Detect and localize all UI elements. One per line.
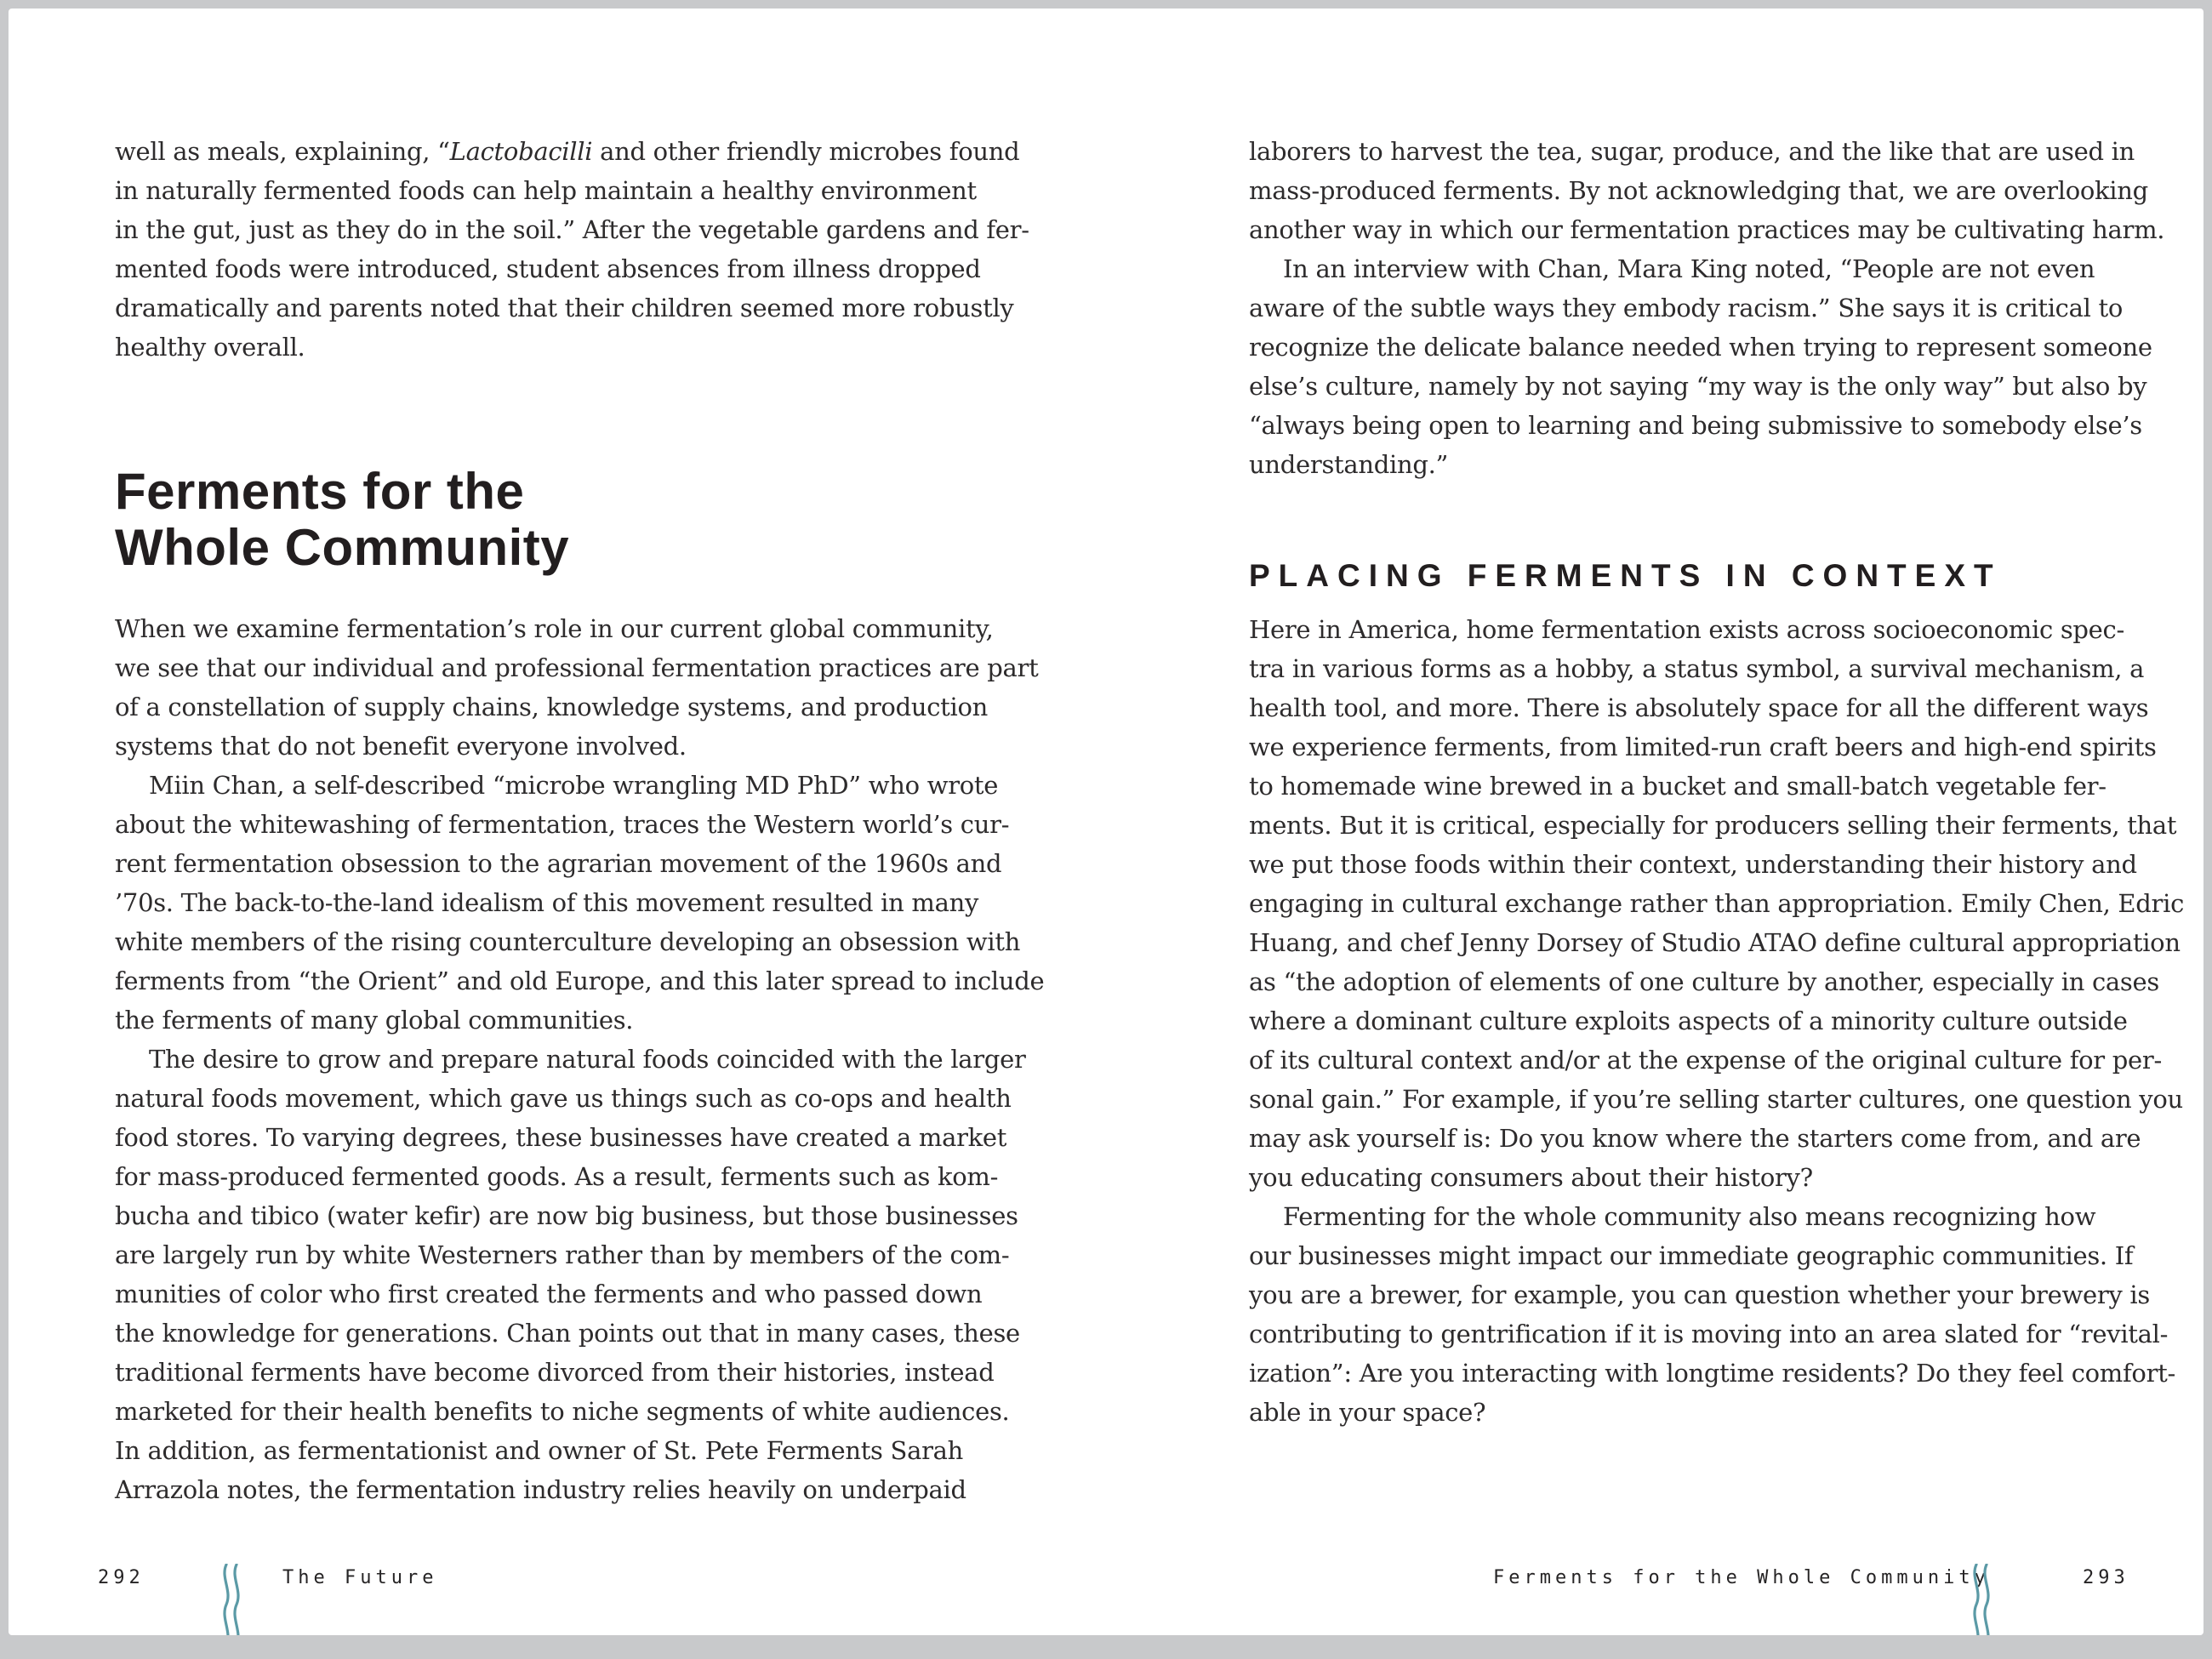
paragraph (1249, 610, 2185, 1197)
text-line: aware of the subtle ways they embody racism.” She says it is critical to (1249, 294, 2124, 322)
text-line: traditional ferments have become divorced from their histories, instead (115, 1358, 995, 1387)
text-line: of a constellation of supply chains, knowledge systems, and production (115, 693, 989, 721)
text-line: contributing to gentrification if it is moving into an area slated for “revital- (1249, 1320, 2169, 1348)
text-line: ferments from “the Orient” and old Europe, and this later spread to include (115, 966, 1045, 995)
chapter-section-title (115, 464, 1004, 576)
text-line: about the whitewashing of fermentation, traces the Western world’s cur- (115, 810, 1010, 839)
text-line: natural foods movement, which gave us things such as co-ops and health (115, 1084, 1012, 1113)
text-line: marketed for their health benefits to niche segments of white audiences. (115, 1397, 1010, 1426)
text-line: you educating consumers about their history? (1249, 1163, 1813, 1192)
text-line: munities of color who first created the ferments and who passed down (115, 1280, 983, 1308)
text-line: systems that do not benefit everyone involved. (115, 732, 687, 761)
text-line: ments. But it is critical, especially for producers selling their ferments, that (1249, 811, 2177, 840)
text-line: food stores. To varying degrees, these businesses have created a market (115, 1123, 1007, 1152)
text-line: else’s culture, namely by not saying “my way is the only way” but also by (1249, 372, 2147, 401)
text-line: bucha and tibico (water kefir) are now big business, but those businesses (115, 1201, 1018, 1230)
text-line: laborers to harvest the tea, sugar, produce, and the like that are used in (1249, 137, 2135, 166)
right-page-number: 293 (2083, 1567, 2129, 1588)
text-line: mass-produced ferments. By not acknowledging that, we are overlooking (1249, 176, 2148, 205)
text-line: we see that our individual and professional fermentation practices are part (115, 653, 1039, 682)
book-spread-page-surface (9, 9, 2203, 1635)
text-line: Huang, and chef Jenny Dorsey of Studio ATAO define cultural appropriation (1249, 928, 2181, 957)
text-line: healthy overall. (115, 333, 305, 362)
text-line (115, 132, 1020, 171)
paragraph (115, 609, 1039, 766)
text-line: When we examine fermentation’s role in our current global community, (115, 614, 994, 643)
paragraph-lines (115, 1079, 1020, 1509)
text-line: you are a brewer, for example, you can question whether your brewery is (1249, 1280, 2150, 1309)
text-line: to homemade wine brewed in a bucket and small-batch vegetable fer- (1249, 772, 2107, 801)
text-line: The desire to grow and prepare natural foods coincided with the larger (149, 1045, 1026, 1074)
paragraph (1249, 249, 2152, 484)
section-title-line: Ferments for the (115, 463, 525, 520)
left-page-column (115, 132, 1045, 1509)
left-page-number: 292 (98, 1567, 145, 1588)
paragraph (115, 1040, 1026, 1509)
text-line: our businesses might impact our immediate geographic communities. If (1249, 1241, 2134, 1270)
text-line: sonal gain.” For example, if you’re selling starter cultures, one question you (1249, 1085, 2183, 1114)
paragraph (115, 766, 1045, 1040)
text-line: ’70s. The back-to-the-land idealism of this movement resulted in many (115, 888, 979, 917)
text-line: we put those foods within their context, understanding their history and (1249, 850, 2137, 879)
text-line: for mass-produced fermented goods. As a result, ferments such as kom- (115, 1162, 999, 1191)
text-line: ization”: Are you interacting with longtime residents? Do they feel comfort- (1249, 1359, 2175, 1388)
text-line: tra in various forms as a hobby, a status symbol, a survival mechanism, a (1249, 654, 2145, 683)
text-line: as “the adoption of elements of one culture by another, especially in cases (1249, 967, 2159, 996)
text-line: we experience ferments, from limited-run craft beers and high-end spirits (1249, 733, 2157, 761)
text-line: understanding.” (1249, 450, 1449, 479)
text-line: where a dominant culture exploits aspects of a minority culture outside (1249, 1006, 2128, 1035)
text-line: In an interview with Chan, Mara King noted, “People are not even (1283, 254, 2095, 283)
text-line: In addition, as fermentationist and owner of St. Pete Ferments Sarah (115, 1436, 964, 1465)
text-line: white members of the rising counterculture developing an obsession with (115, 927, 1021, 956)
text-line: Here in America, home fermentation exists across socioeconomic spec- (1249, 615, 2124, 644)
text-line: of its cultural context and/or at the expense of the original culture for per- (1249, 1046, 2162, 1075)
text-line: engaging in cultural exchange rather than appropriation. Emily Chen, Edric (1249, 889, 2185, 918)
text-line: recognize the delicate balance needed when trying to represent someone (1249, 333, 2152, 362)
paragraph-lines (115, 171, 1029, 367)
subsection-title: PLACING FERMENTS IN CONTEXT (1249, 558, 2002, 593)
left-running-head: The Future (282, 1567, 438, 1588)
text-line: the ferments of many global communities. (115, 1006, 634, 1035)
text-line: rent fermentation obsession to the agrarian movement of the 1960s and (115, 849, 1002, 878)
text-line: able in your space? (1249, 1398, 1486, 1427)
section-title-line: Whole Community (115, 519, 570, 576)
paragraph-continued (115, 132, 1029, 367)
paragraph-lines (1249, 288, 2152, 484)
text-line: in the gut, just as they do in the soil.” After the vegetable gardens and fer- (115, 215, 1029, 244)
text-line: the knowledge for generations. Chan points out that in many cases, these (115, 1319, 1020, 1348)
paragraph-lines (1249, 1236, 2175, 1432)
text-segment: well as meals, explaining, “ (115, 137, 450, 166)
text-line: are largely run by white Westerners rather than by members of the com- (115, 1240, 1010, 1269)
italic-species-name: Lactobacilli (449, 137, 593, 166)
paragraph-lines (115, 609, 1039, 766)
right-running-head: Ferments for the Whole Community (1493, 1567, 1990, 1588)
paragraph-continued (1249, 132, 2165, 249)
wave-ornament-icon (1967, 1564, 1996, 1635)
text-line: health tool, and more. There is absolutely space for all the different ways (1249, 693, 2149, 722)
text-line: mented foods were introduced, student absences from illness dropped (115, 254, 981, 283)
text-line: Arrazola notes, the fermentation industry relies heavily on underpaid (115, 1475, 966, 1504)
paragraph-lines (115, 805, 1045, 1040)
text-segment: and other friendly microbes found (592, 137, 1020, 166)
wave-ornament-icon (217, 1564, 246, 1635)
paragraph-lines (1249, 132, 2165, 249)
text-line: Fermenting for the whole community also means recognizing how (1283, 1202, 2096, 1231)
right-page-column (1249, 132, 2185, 1432)
paragraph-lines (1249, 610, 2185, 1197)
text-line: in naturally fermented foods can help maintain a healthy environment (115, 176, 977, 205)
text-line: dramatically and parents noted that their children seemed more robustly (115, 294, 1014, 322)
text-line: another way in which our fermentation practices may be cultivating harm. (1249, 215, 2165, 244)
paragraph (1249, 1197, 2175, 1432)
text-line: may ask yourself is: Do you know where the starters come from, and are (1249, 1124, 2141, 1153)
text-line: Miin Chan, a self-described “microbe wrangling MD PhD” who wrote (149, 771, 999, 800)
text-line: “always being open to learning and being submissive to somebody else’s (1249, 411, 2142, 440)
